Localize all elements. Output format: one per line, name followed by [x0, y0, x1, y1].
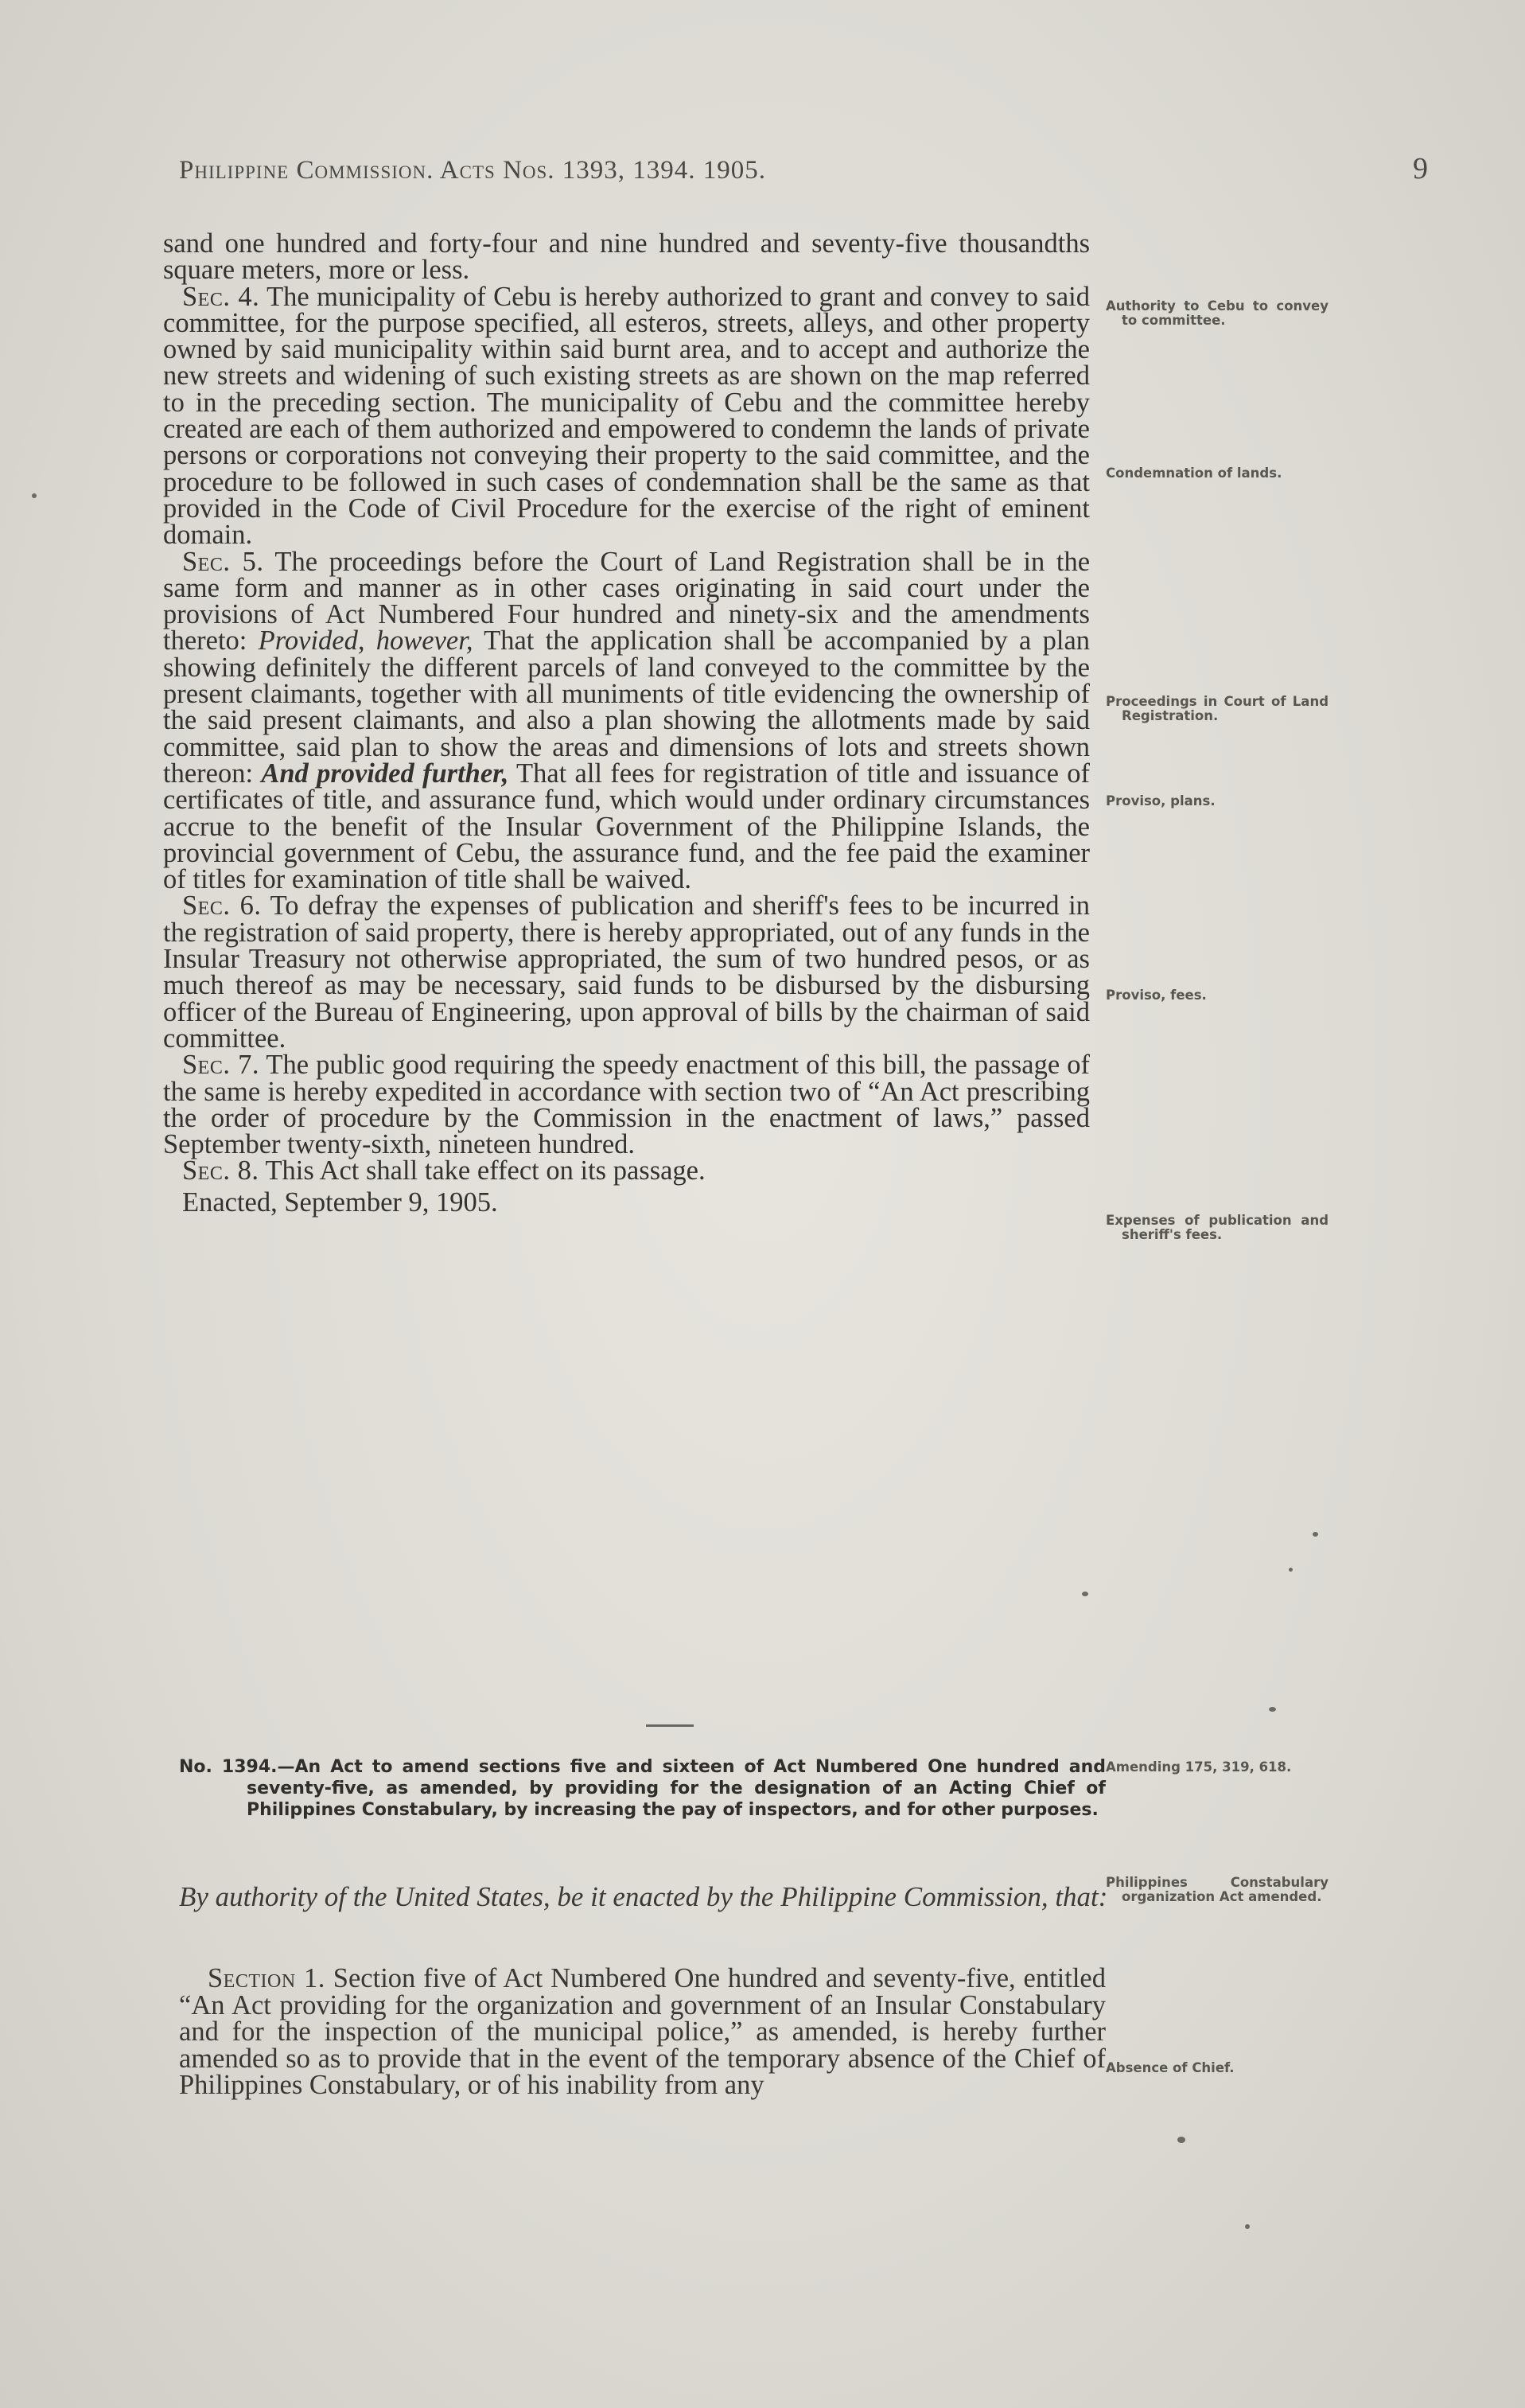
main-text	[163, 228, 1091, 1218]
print-speck	[1289, 1568, 1293, 1572]
section-text: The public good requiring the speedy enactment of this bill, the passage of the same is hereby expedited in accordance with section two of “An Act prescribing the order of procedure by the Commission in the enactment of laws,” passed September twenty-sixth, nineteen hundred.	[163, 1050, 1090, 1160]
margin-note: Expenses of publication and sheriff's fees.	[1106, 1213, 1329, 1242]
section-text: Section five of Act Numbered One hundred and seventy-five, entitled “An Act providing for the organization and government of an Insular Constabulary and for the inspection of the municipal police,” as amended, is hereby further amended so as to provide that in the event of the temporary absence of the Chief of Philippines Constabulary, or of his inability from any	[179, 1963, 1106, 2100]
section-1	[179, 1963, 1106, 2100]
running-head	[179, 152, 1428, 196]
section-label: Sec. 7.	[182, 1050, 259, 1081]
section-label: Sec. 6.	[182, 890, 262, 922]
section-label: Sec. 8.	[182, 1155, 259, 1186]
section-text: The municipality of Cebu is hereby authorized to grant and convey to said committee, for the purpose specified, all esteros, streets, alleys, and other property owned by said municipality within said burnt area, and to accept and authorize the new streets and widening of such existing streets as are shown on the map referred to in the preceding section. The municipality of Cebu and the committee hereby created are each of them authorized and empowered to condemn the lands of private persons or corporations not conveying their property to the said committee, and the procedure to be followed in such cases of condemnation shall be the same as that provided in the Code of Civil Procedure for the exercise of the right of eminent domain.	[163, 281, 1090, 551]
page-number: 9	[1413, 152, 1428, 185]
section-4	[163, 281, 1090, 551]
section-6	[163, 890, 1091, 1054]
section-7	[163, 1052, 1090, 1158]
print-speck	[32, 493, 37, 498]
act-1394-body	[179, 1963, 1106, 2100]
section-divider	[646, 1724, 694, 1727]
section-label: Sec. 4.	[182, 281, 260, 312]
section-text: That all fees for registration of title and issuance of certificates of title, and assurance fund, which would under ordinary circumstances accrue to the benefit of the Insular Government of the Philippine Islands, the provincial government of Cebu, the assurance fund, and the fee paid the examiner of titles for examination of title shall be waived.	[163, 758, 1090, 895]
section-text: The proceedings before the Court of Land Registration shall be in the same form and manner as in other cases originating in said court under the provisions of Act Numbered Four hundred and ninety-six and the amendments thereto:	[163, 546, 1091, 657]
section-label: Sec. 5.	[182, 546, 264, 577]
act-title	[179, 1756, 1106, 1821]
continuation-paragraph: sand one hundred and forty-four and nine hundred and seventy-five thousandths square meters, more or less.	[163, 228, 1090, 286]
margin-note: Absence of Chief.	[1106, 2060, 1235, 2075]
margin-note: Amending 175, 319, 618.	[1106, 1759, 1292, 1775]
section-label: Section 1.	[208, 1963, 325, 1993]
print-speck	[1082, 1592, 1088, 1596]
section-5	[163, 546, 1091, 895]
enactment-date: Enacted, September 9, 1905.	[182, 1186, 498, 1218]
running-title: Philippine Commission. Acts Nos. 1393, 1394. 1905.	[179, 156, 767, 185]
proviso-phrase: Provided, however,	[258, 625, 473, 657]
margin-note: Proceedings in Court of Land Registration.	[1106, 694, 1329, 723]
margin-note: Condemnation of lands.	[1106, 466, 1282, 481]
print-speck	[1245, 2224, 1250, 2229]
section-text: That the application shall be accompanied by a plan showing definitely the different parcels of land conveyed to the committee by the present claimants, together with all muniments of title evidencing the ownership of the said present claimants, and also a plan showing the allotments made by said committee, said plan to show the areas and dimensions of lots and streets shown thereon:	[163, 625, 1091, 789]
section-text: To defray the expenses of publication and sheriff's fees to be incurred in the registration of said property, there is hereby appropriated, out of any funds in the Insular Treasury not otherwise appropriated, the sum of two hundred pesos, or as much thereof as may be necessary, said funds to be disbursed by the disbursing officer of the Bureau of Engineering, upon approval of bills by the chairman of said committee.	[163, 890, 1091, 1054]
margin-note: Proviso, plans.	[1106, 793, 1216, 809]
proviso-phrase: And provided further,	[261, 758, 509, 789]
act-title-text: No. 1394.—An Act to amend sections five and sixteen of Act Numbered One hundred and seventy-five, as amended, by providing for the designation of an Acting Chief of Philippines Constabulary, by increasing the pay of inspectors, and for other purposes.	[179, 1757, 1106, 1820]
enacting-clause: By authority of the United States, be it enacted by the Philippine Commission, that:	[179, 1881, 1108, 1912]
section-text: This Act shall take effect on its passage.	[259, 1155, 706, 1186]
print-speck	[1177, 2137, 1185, 2143]
margin-note: Authority to Cebu to convey to committee.	[1106, 298, 1329, 328]
print-speck	[1313, 1532, 1318, 1537]
margin-note: Philippines Constabulary organization Act amended.	[1106, 1875, 1329, 1904]
print-speck	[1269, 1707, 1276, 1712]
section-8	[163, 1155, 1090, 1186]
margin-note: Proviso, fees.	[1106, 988, 1207, 1003]
